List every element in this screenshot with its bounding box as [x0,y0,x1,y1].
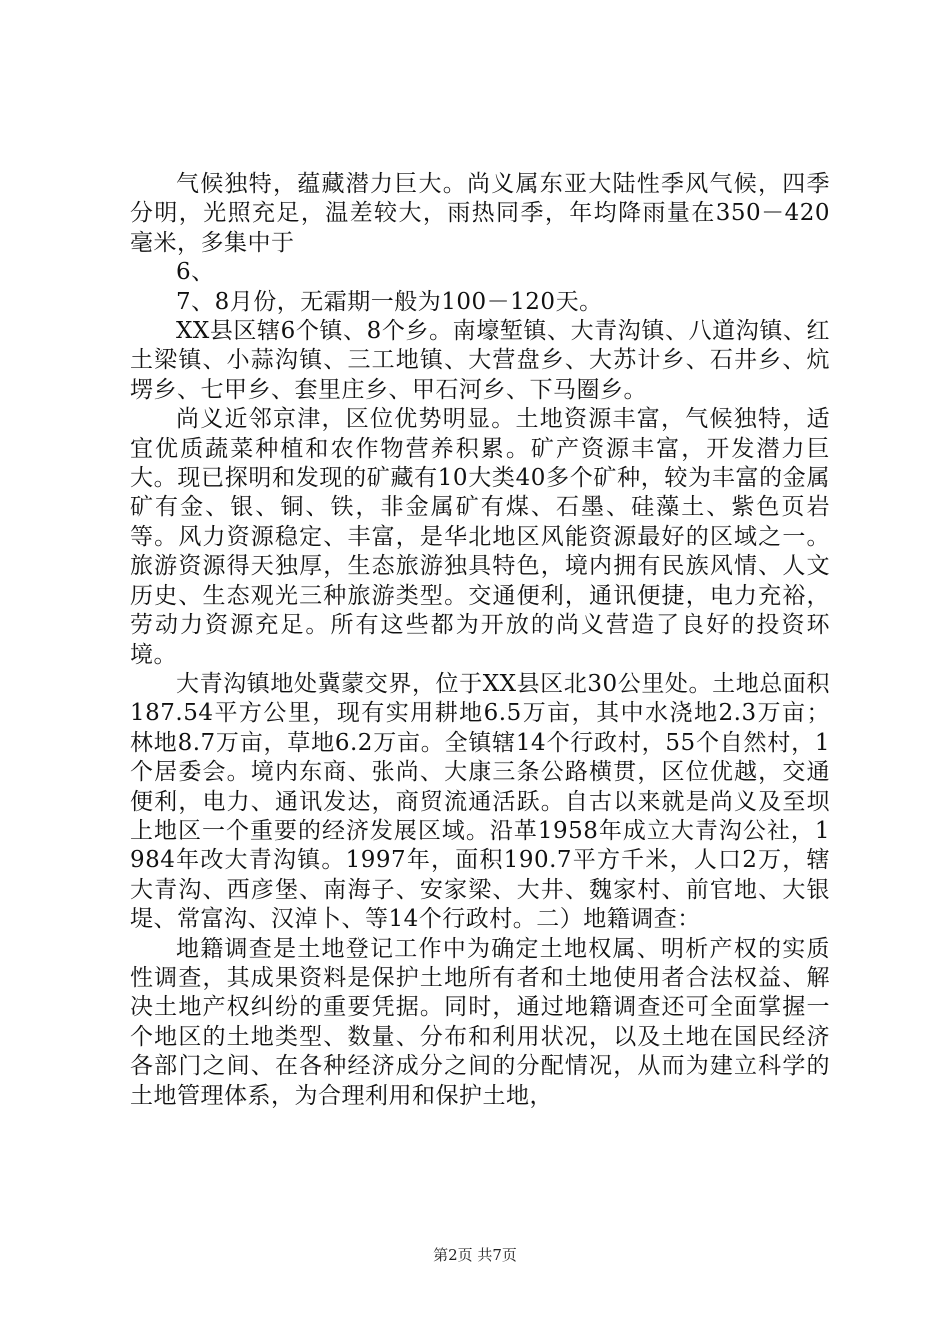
paragraph-fragment-six: 6、 [176,259,215,286]
paragraph-cadastral-survey: 地籍调查是土地登记工作中为确定土地权属、明析产权的实质性调查，其成果资料是保护土地所有者和土地使用者合法权益、解决土地产权纠纷的重要凭据。同时，通过地籍调查还可全面掌握一个地区的土地类型、数量、分布和利用状况，以及土地在国民经济各部门之间、在各种经济成分之间的分配情况，从而为建立科学的土地管理体系，为合理利用和保护土地， [130,935,830,1109]
paragraph-location-advantage: 尚义近邻京津，区位优势明显。土地资源丰富，气候独特，适宜优质蔬菜种植和农作物营养积累。矿产资源丰富，开发潜力巨大。现已探明和发现的矿藏有10大类40多个矿种，较为丰富的金属矿有金、银、铜、铁，非金属矿有煤、石墨、硅藻土、紫色页岩等。风力资源稳定、丰富，是华北地区风能资源最好的区域之一。旅游资源得天独厚，生态旅游独具特色，境内拥有民族风情、人文历史、生态观光三种旅游类型。交通便利，通讯便捷，电力充裕，劳动力资源充足。所有这些都为开放的尚义营造了良好的投资环境。 [130,406,830,668]
paragraph-frost-free: 7、8月份，无霜期一般为100－120天。 [176,288,603,315]
document-body [130,170,830,1111]
paragraph-climate: 气候独特，蕴藏潜力巨大。尚义属东亚大陆性季风气候，四季分明，光照充足，温差较大，雨热同季，年均降雨量在350－420毫米，多集中于 [130,171,830,256]
paragraph-daqinggou: 大青沟镇地处冀蒙交界，位于XX县区北30公里处。土地总面积187.54平方公里，现有实用耕地6.5万亩，其中水浇地2.3万亩；林地8.7万亩，草地6.2万亩。全镇辖14个行政村，55个自然村，1个居委会。境内东商、张尚、大康三条公路横贯，区位优越，交通便利，电力、通讯发达，商贸流通活跃。自古以来就是尚义及至坝上地区一个重要的经济发展区域。沿革1958年成立大青沟公社，1984年改大青沟镇。1997年，面积190.7平方千米，人口2万，辖大青沟、西彦堡、南海子、安家梁、大井、魏家村、前官地、大银堤、常富沟、汉淖卜、等14个行政村。二）地籍调查： [130,670,830,933]
paragraph-towns: XX县区辖6个镇、8个乡。南壕堑镇、大青沟镇、八道沟镇、红土梁镇、小蒜沟镇、三工地镇、大营盘乡、大苏计乡、石井乡、炕塄乡、七甲乡、套里庄乡、甲石河乡、下马圈乡。 [130,318,830,403]
page-footer: 第2页 共7页 [433,1246,517,1264]
